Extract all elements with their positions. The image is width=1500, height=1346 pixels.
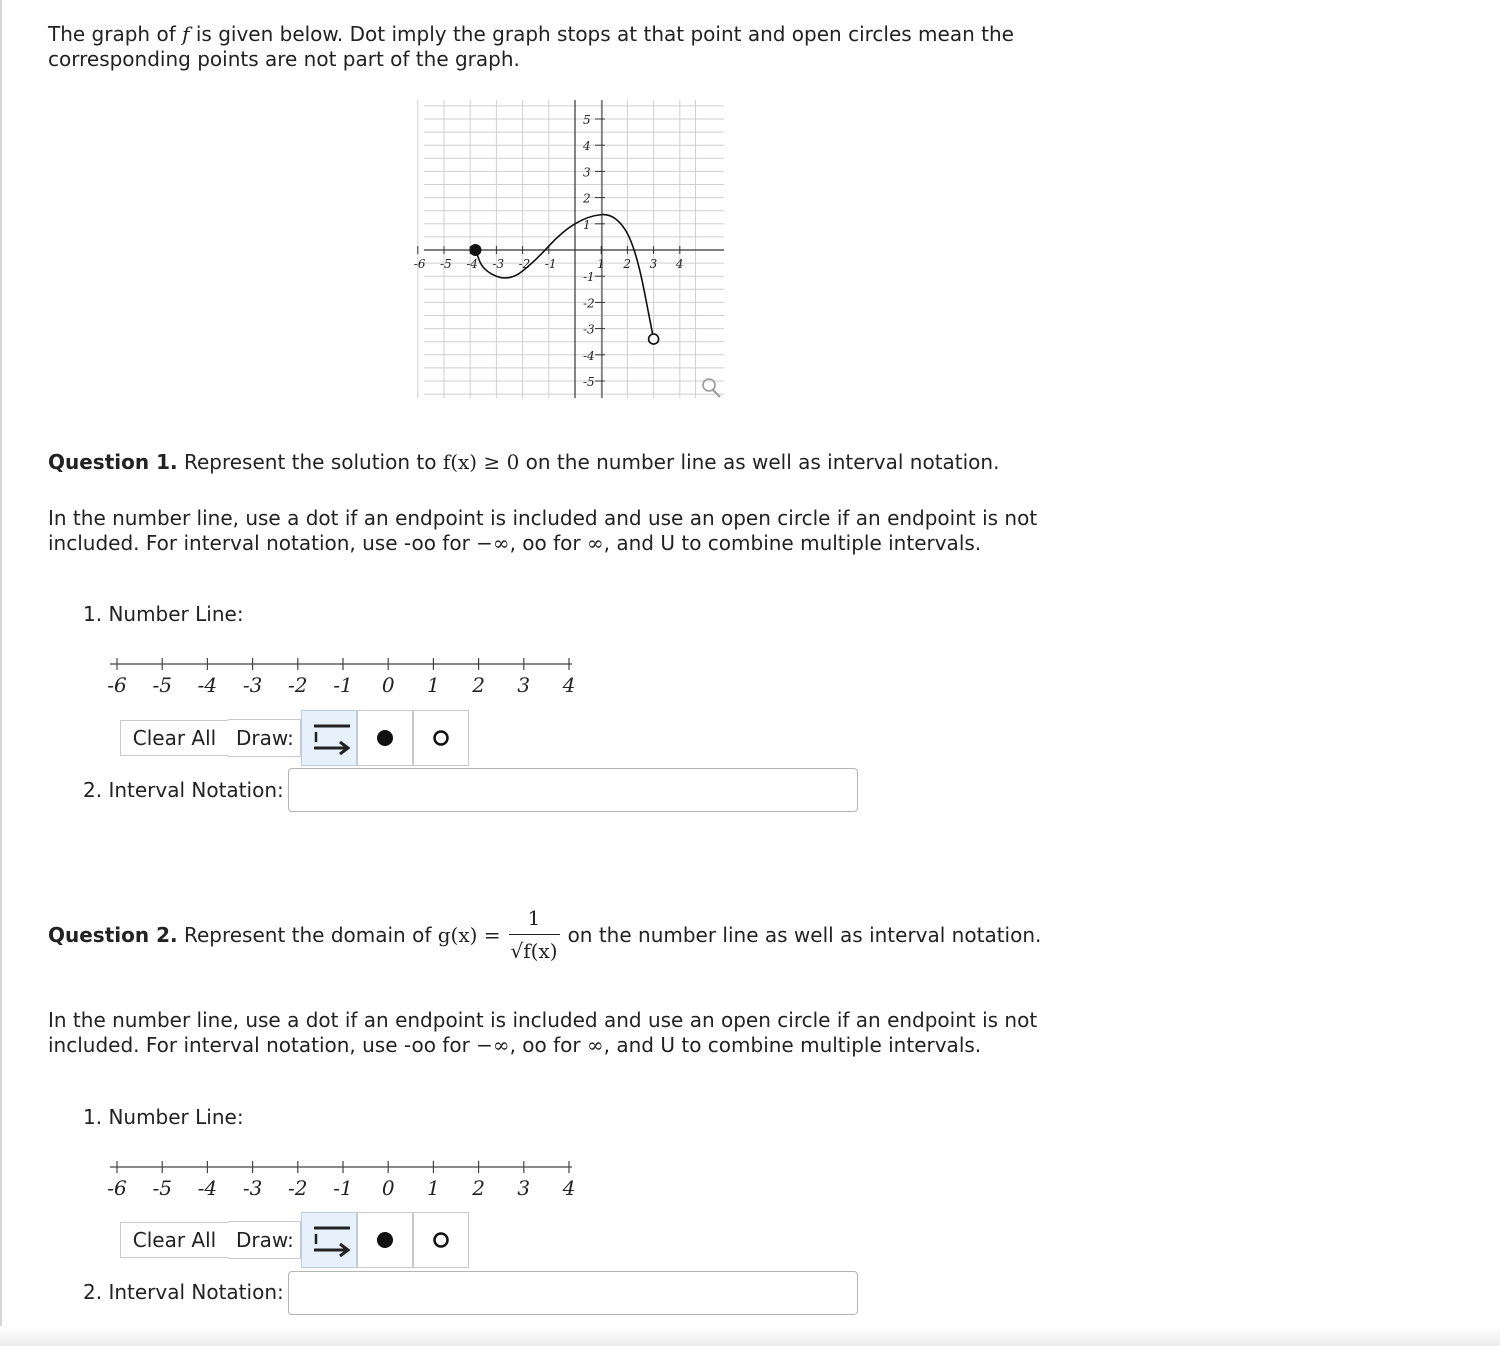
q2-interval-input[interactable] (288, 1271, 858, 1315)
x-tick-label: -5 (440, 257, 452, 271)
q2-draw-toolbar (120, 1214, 469, 1266)
closed-endpoint-dot (469, 244, 481, 256)
number-line-tick-label: -6 (107, 673, 127, 697)
number-line-tick-label: 2 (472, 1176, 485, 1200)
number-line-tick-label: 1 (427, 673, 440, 697)
question2-prompt: Question 2. Represent the domain of g(x) = $\frac{1}{√f(x)}$ on the number line as well as interval notation. (48, 906, 1042, 963)
q1-draw-toolbar (120, 712, 469, 764)
closed-dot-icon[interactable] (357, 1212, 413, 1268)
q2-clear-all-button[interactable]: Clear All (120, 1222, 228, 1258)
interval-arrow-icon[interactable] (301, 710, 357, 766)
number-line-tick-label: -2 (288, 1176, 308, 1200)
x-tick-label: 3 (649, 257, 658, 271)
number-line-tick-label: -2 (288, 673, 308, 697)
y-tick-label: -2 (583, 296, 595, 311)
number-line-tick-label: 4 (562, 1176, 576, 1200)
number-line-tick-label: -4 (197, 673, 218, 697)
q1-draw-label: Draw: (228, 719, 301, 757)
y-tick-label: -3 (583, 322, 595, 337)
x-tick-label: 2 (623, 257, 632, 271)
number-line-tick-label: -5 (152, 1176, 172, 1200)
interval-arrow-icon[interactable] (301, 1212, 357, 1268)
graph-curve (475, 215, 653, 340)
q1-number-line-label: 1. Number Line: (83, 602, 244, 626)
open-endpoint-circle (649, 334, 659, 344)
number-line-tick-label: -6 (107, 1176, 127, 1200)
q2-number-line[interactable] (0, 1153, 620, 1205)
open-circle-icon[interactable] (413, 710, 469, 766)
question1-instructions: In the number line, use a dot if an endpoint is included and use an open circle if an endpoint is not included. For interval notation, use -oo for −∞, oo for ∞, and U to combine multiple intervals. (48, 506, 1038, 555)
number-line-tick-label: -4 (197, 1176, 218, 1200)
number-line-tick-label: -5 (152, 673, 172, 697)
y-tick-label: 3 (583, 165, 591, 180)
x-tick-label: -2 (518, 257, 531, 271)
q1-clear-all-button[interactable]: Clear All (120, 720, 228, 756)
closed-dot-icon[interactable] (357, 710, 413, 766)
number-line-tick-label: 3 (517, 673, 531, 697)
y-tick-label: -4 (583, 348, 595, 363)
number-line-tick-label: 0 (381, 673, 395, 697)
question2-math-lhs: g(x) = (437, 922, 501, 947)
q1-number-line[interactable] (0, 650, 620, 702)
x-tick-label: -6 (413, 257, 426, 271)
function-graph (0, 0, 1500, 420)
open-circle-icon[interactable] (413, 1212, 469, 1268)
q2-draw-label: Draw: (228, 1221, 301, 1259)
number-line-tick-label: 1 (427, 1176, 440, 1200)
x-tick-label: -4 (466, 257, 478, 271)
q2-interval-label: 2. Interval Notation: (83, 1280, 284, 1304)
number-line-tick-label: -3 (242, 1176, 263, 1200)
number-line-tick-label: 2 (472, 673, 485, 697)
question2-fraction: $\frac{1}{√f(x)}$ (510, 906, 558, 963)
graph-grid (418, 100, 724, 398)
x-tick-label: -1 (544, 257, 557, 271)
y-tick-label: 2 (583, 191, 591, 206)
bottom-shade (0, 1326, 1500, 1346)
y-tick-label: -5 (583, 375, 595, 389)
y-tick-label: -1 (583, 270, 595, 285)
question1-prompt: Question 1. Represent the solution to f(x) ≥ 0 on the number line as well as interval notation. (48, 450, 1000, 474)
q1-interval-input[interactable] (288, 768, 858, 812)
x-tick-label: 4 (675, 257, 684, 271)
number-line-tick-label: 3 (517, 1176, 531, 1200)
q2-number-line-label: 1. Number Line: (83, 1105, 244, 1129)
number-line-tick-label: 0 (381, 1176, 395, 1200)
y-tick-label: 5 (583, 113, 591, 127)
x-tick-label: -3 (492, 257, 505, 271)
y-tick-label: 1 (583, 217, 591, 232)
q1-interval-label: 2. Interval Notation: (83, 778, 284, 802)
x-tick-label: 1 (597, 257, 605, 271)
question2-instructions: In the number line, use a dot if an endpoint is included and use an open circle if an endpoint is not included. For interval notation, use -oo for −∞, oo for ∞, and U to combine multiple intervals. (48, 1008, 1038, 1057)
number-line-tick-label: -1 (333, 673, 353, 697)
number-line-tick-label: -1 (333, 1176, 353, 1200)
y-tick-label: 4 (583, 139, 591, 154)
question1-math: f(x) ≥ 0 (442, 450, 520, 474)
number-line-tick-label: -3 (242, 673, 263, 697)
intro-text: The graph of f is given below. Dot imply the graph stops at that point and open circles mean the corresponding points are not part of the graph. (48, 22, 1014, 71)
number-line-tick-label: 4 (562, 673, 576, 697)
